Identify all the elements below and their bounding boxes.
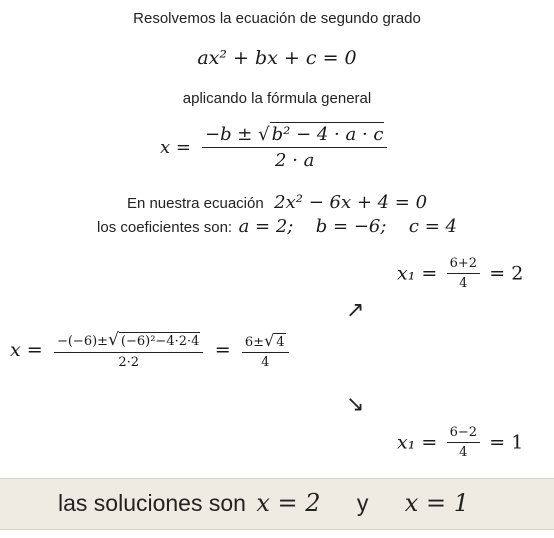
formula-intro-text: aplicando la fórmula general [182, 90, 372, 107]
substitution-denominator: 2·2 [118, 355, 140, 370]
conclusion-banner [0, 478, 554, 530]
conclusion-conjunction: y [356, 490, 369, 516]
solution-1-numerator: 6+2 [447, 256, 480, 274]
general-equation: ax² + bx + c = 0 [197, 47, 357, 69]
formula-denominator: 2 · a [275, 150, 315, 171]
coefficient-c: c = 4 [408, 216, 457, 237]
solution-1 [397, 256, 523, 291]
formula-sqrt [270, 124, 385, 145]
formula-radicand: b² − 4 · a · c [271, 124, 384, 145]
formula-numerator: −b ± √ b² − 4 · a · c [202, 124, 387, 148]
formula-lhs: x = [160, 137, 191, 158]
formula-fraction [202, 124, 387, 171]
simplified-numerator-prefix: 6± [244, 334, 265, 350]
conclusion-x2: x = 2 [256, 489, 321, 517]
arrow-down-right-icon: ↘ [346, 392, 365, 417]
solution-2-lhs: x₁ = [397, 431, 438, 454]
simplified-radicand: 4 [276, 334, 285, 350]
our-equation-line [0, 192, 554, 213]
solution-2-fraction [447, 425, 480, 460]
coefficients-line [0, 216, 554, 237]
substitution-sqrt [119, 334, 201, 349]
substitution-numerator-prefix: −(−6)± [56, 334, 109, 349]
intro-text: Resolvemos la ecuación de segundo grado [133, 10, 421, 27]
solution-1-denominator: 4 [459, 276, 468, 291]
coefficients-label: los coeficientes son: [97, 219, 233, 236]
conclusion-x1: x = 1 [404, 489, 469, 517]
solution-2-result: = 1 [489, 431, 524, 454]
solution-1-fraction [447, 256, 480, 291]
substitution-numerator: −(−6)±√ (−6)²−4·2·4 [54, 330, 203, 353]
conclusion-line [58, 489, 469, 517]
substitution-radicand: (−6)²−4·2·4 [120, 334, 200, 349]
substitution-lhs: x = [10, 339, 43, 361]
simplified-fraction [242, 331, 289, 370]
substitution [10, 330, 289, 370]
our-equation: 2x² − 6x + 4 = 0 [274, 192, 428, 213]
coefficient-a: a = 2; [238, 216, 294, 237]
arrow-up-right-icon: ↗ [346, 298, 365, 323]
solution-2-denominator: 4 [459, 445, 468, 460]
solution-1-result: = 2 [489, 262, 524, 285]
conclusion-text: las soluciones son [58, 490, 246, 516]
solution-2 [397, 425, 523, 460]
solution-1-lhs: x₁ = [397, 262, 438, 285]
simplified-sqrt [274, 335, 285, 350]
formula-numerator-prefix: −b ± [204, 124, 259, 145]
simplified-denominator: 4 [261, 354, 270, 370]
coefficient-b: b = −6; [315, 216, 387, 237]
solution-2-numerator: 6−2 [447, 425, 480, 443]
substitution-fraction [54, 330, 203, 370]
our-equation-label: En nuestra ecuación [126, 195, 264, 212]
quadratic-formula [160, 124, 387, 171]
simplified-numerator: 6±√ 4 [242, 331, 289, 353]
substitution-equals: = [214, 339, 231, 361]
